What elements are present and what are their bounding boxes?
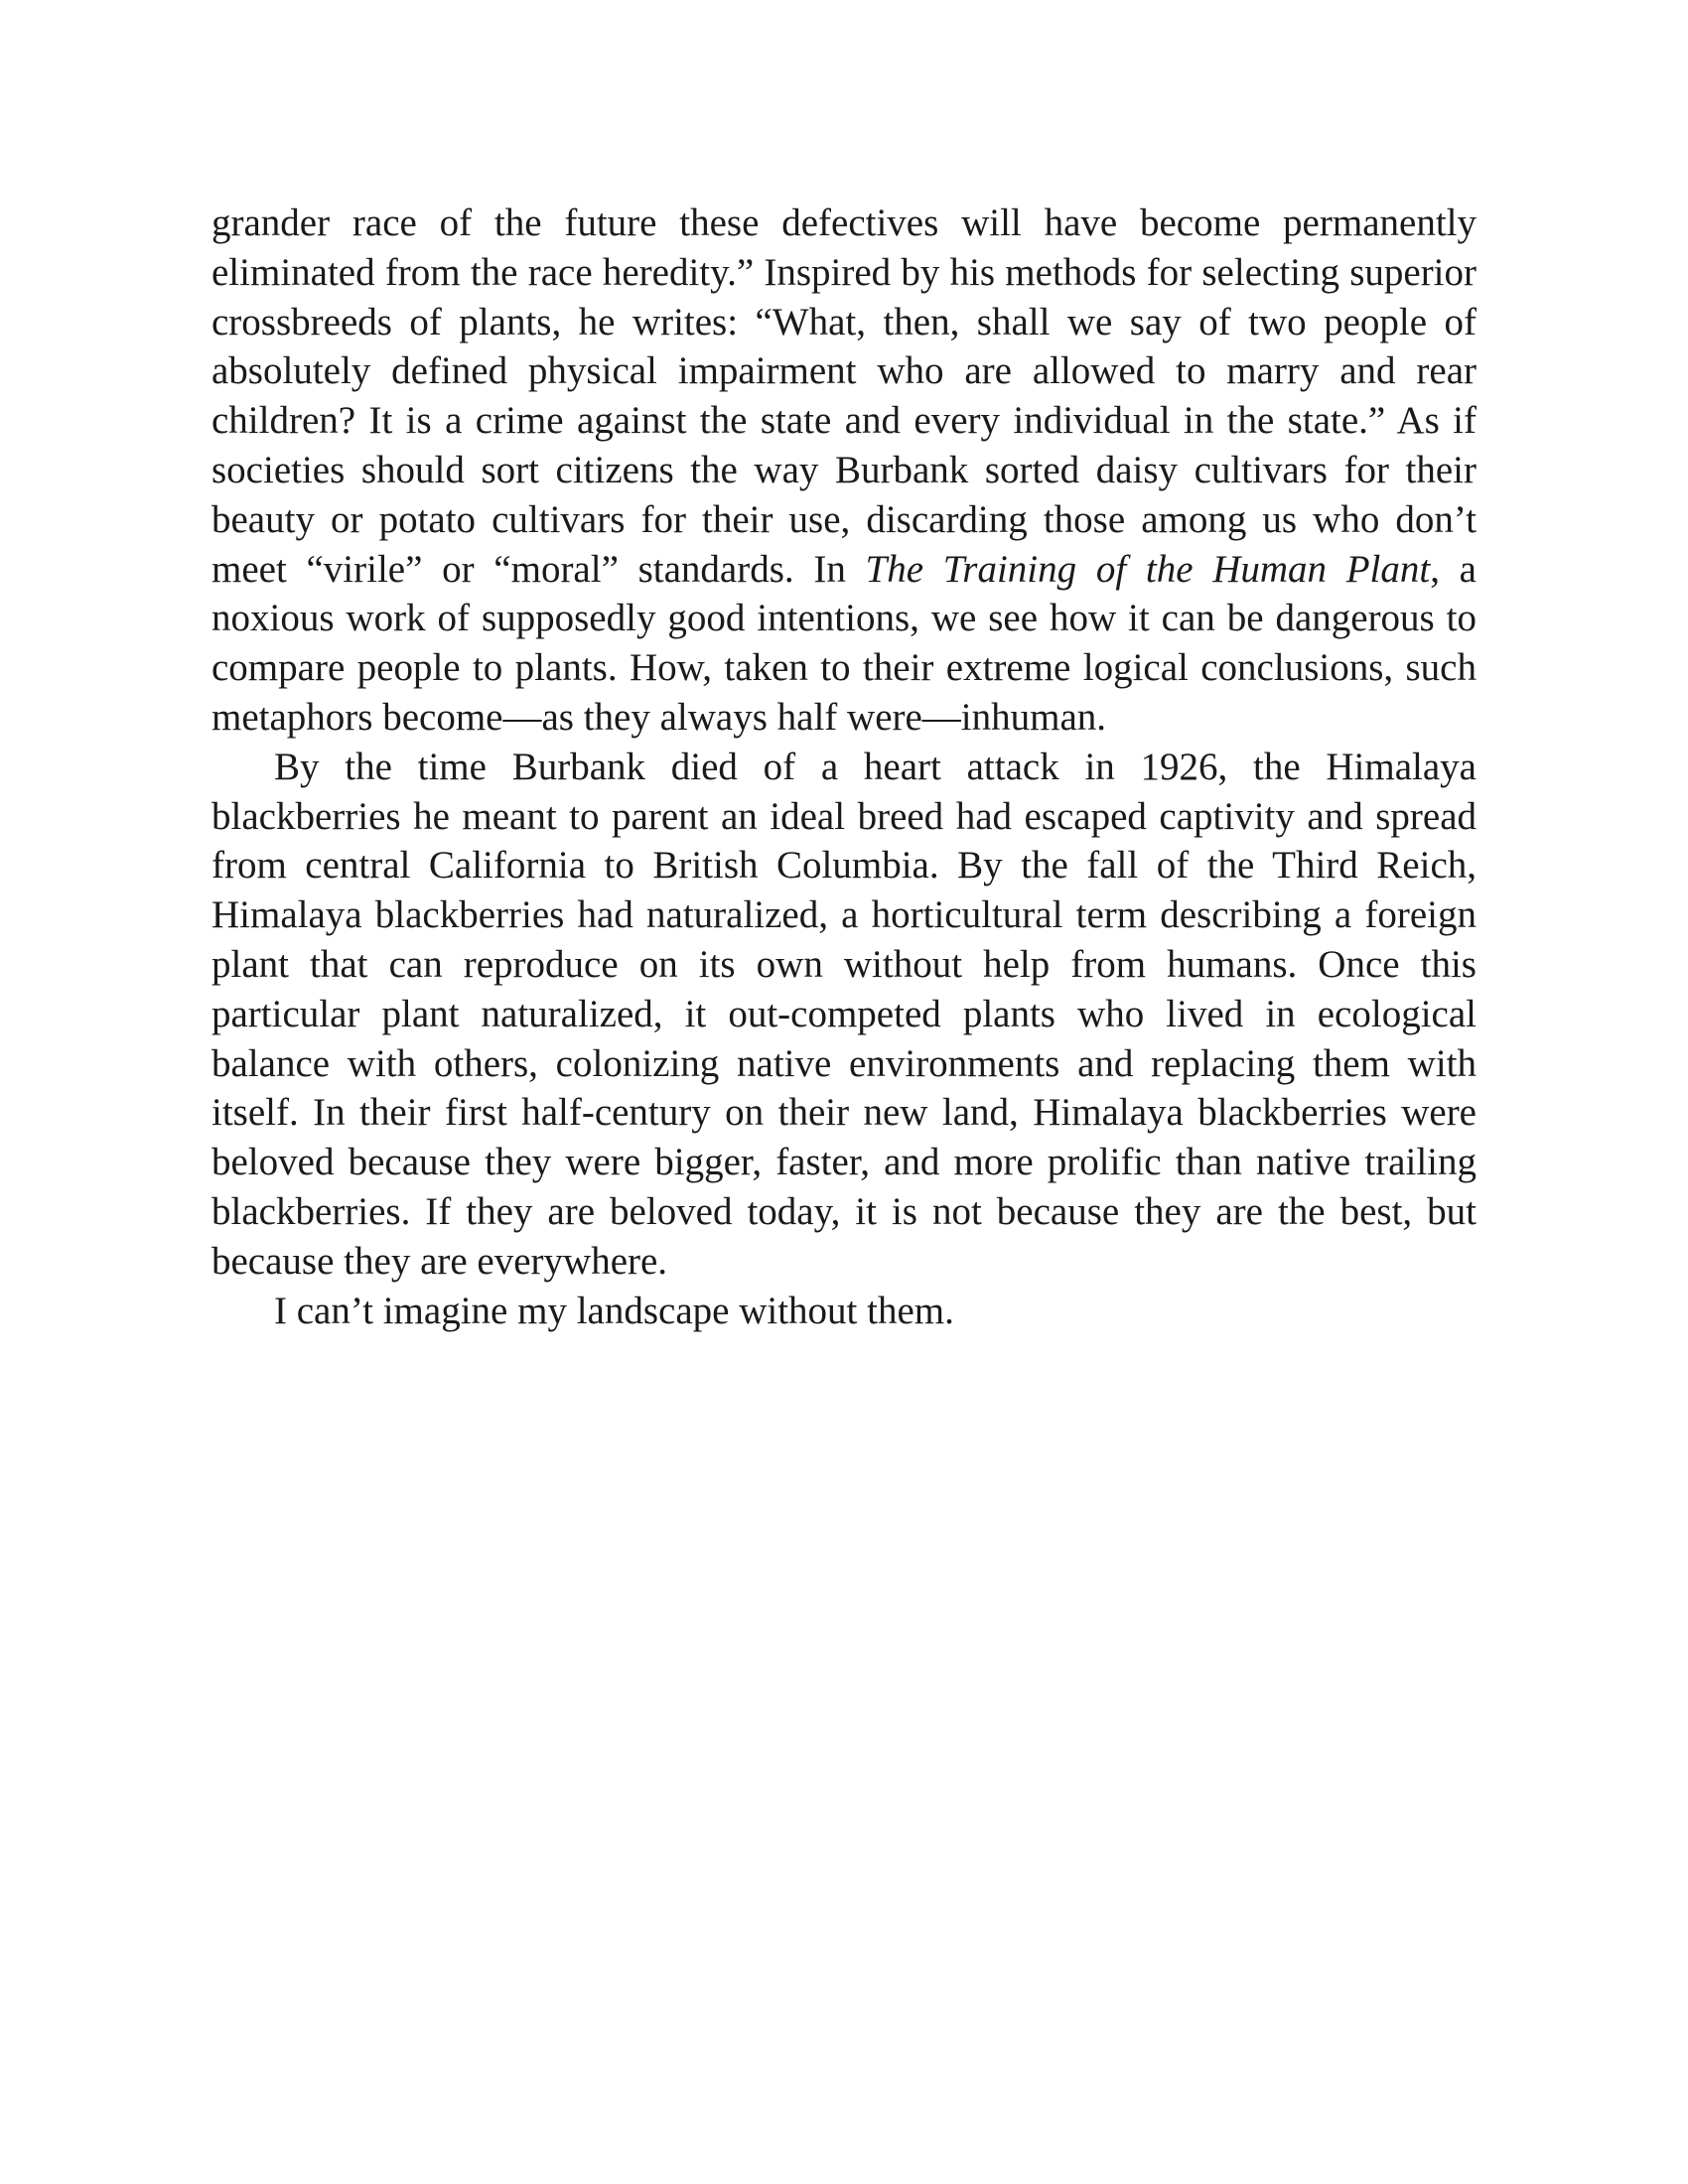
- paragraph-text: grander race of the future these defectives will have become permanently eliminated from the race heredity.” Inspired by his methods for selecting superior crossbreeds of plants, he writes: “What, then, shall we say of two people of absolutely defined physical impairment who are allowed to marry and rear children? It is a crime against the state and every individual in the state.” As if societies should sort citizens the way Burbank sorted daisy cultivars for their beauty or potato cultivars for their use, discarding those among us who don’t meet “virile” or “moral” standards. In: [211, 202, 1477, 591]
- body-paragraph: [211, 199, 1477, 743]
- paragraph-text: , a noxious work of supposedly good intentions, we see how it can be dangerous to compare people to plants. How, taken to their extreme logical conclusions, such metaphors become—as they always half were—inhuman.: [211, 547, 1477, 739]
- book-title: The Training of the Human Plant: [865, 547, 1431, 591]
- body-paragraph: By the time Burbank died of a heart attack in 1926, the Himalaya blackberries he meant to parent an ideal breed had escaped captivity and spread from central California to British Columbia. By the fall of the Third Reich, Himalaya blackberries had naturalized, a horticultural term describing a foreign plant that can reproduce on its own without help from humans. Once this particular plant naturalized, it out-competed plants who lived in ecological balance with others, colonizing native environments and replacing them with itself. In their first half-century on their new land, Himalaya blackberries were beloved because they were bigger, faster, and more prolific than native trailing blackberries. If they are beloved today, it is not because they are the best, but because they are everywhere.: [211, 745, 1477, 1283]
- document-page: [211, 199, 1477, 1335]
- body-paragraph: I can’t imagine my landscape without them.: [274, 1289, 954, 1332]
